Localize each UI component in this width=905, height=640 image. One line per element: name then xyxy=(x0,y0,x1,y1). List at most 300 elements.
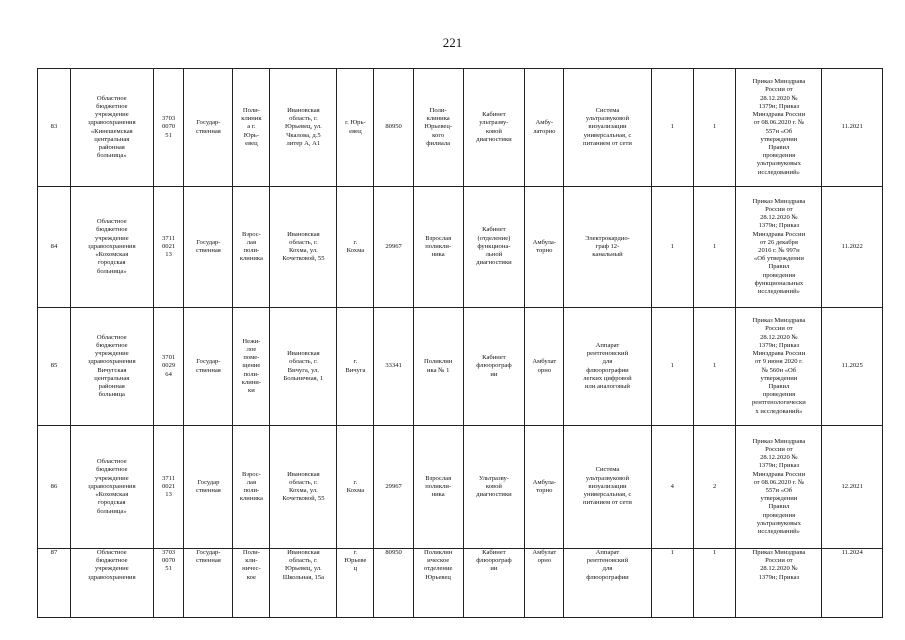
equipment-cell xyxy=(564,549,651,618)
date-cell: 12.2021 xyxy=(822,426,883,549)
code-cell xyxy=(153,187,184,308)
cell-line: Областное xyxy=(96,549,127,556)
cell-line: ультразвуковой xyxy=(585,115,630,123)
cell-line: ц xyxy=(353,565,358,573)
cell-line: г. Юрь- xyxy=(345,119,366,127)
cell-line: учреждение xyxy=(94,474,129,482)
cell-line: Кохма, ул. xyxy=(288,487,318,494)
date-cell: 11.2022 xyxy=(822,187,883,308)
cell-line: учреждение xyxy=(94,350,129,358)
cell-line: 13 xyxy=(165,251,172,259)
cell-line: Амбула- xyxy=(532,238,557,246)
cell-line: поли- xyxy=(243,370,260,378)
cell-line: больница» xyxy=(96,507,127,515)
cell-line: клиника xyxy=(239,495,263,503)
cell-line: Кохма xyxy=(346,247,365,254)
cell-line: исследований» xyxy=(757,288,800,296)
cell-line: от 08.06.2020 г. № xyxy=(753,119,805,127)
cell-line: здравоохранения xyxy=(87,482,136,490)
cell-line: литер А, А1 xyxy=(286,139,321,147)
cell-line: Вичуга xyxy=(345,366,366,374)
regulation-cell xyxy=(736,187,822,308)
cell-line: Областное xyxy=(96,458,127,466)
cell-line: лая xyxy=(246,478,256,486)
cell-line: «Кохомская xyxy=(95,251,129,259)
cell-line: клиник xyxy=(241,115,262,123)
cell-line: Амбула- xyxy=(532,478,557,486)
row-number-cell: 87 xyxy=(38,549,71,618)
cell-line: Областное xyxy=(96,333,127,341)
cell-line: Ультразву- xyxy=(478,474,509,482)
oktmo-cell: 33341 xyxy=(374,308,413,426)
cell-line: Юрьевец, ул. xyxy=(285,123,322,131)
cell-line: 1379н; Приказ xyxy=(758,341,800,349)
cell-line: 3711 xyxy=(162,234,176,242)
address-cell xyxy=(270,187,337,308)
cell-line: Поли- xyxy=(429,106,447,114)
row-number-cell: 83 xyxy=(38,69,71,187)
cell-line: Государ xyxy=(197,478,220,486)
cell-line: евец xyxy=(245,139,258,147)
table-body xyxy=(38,69,883,618)
cell-line: торно xyxy=(536,487,553,494)
cell-line: флюорографии xyxy=(586,366,629,374)
cell-line: Ивановская xyxy=(287,230,320,238)
cell-line: орно xyxy=(537,366,552,374)
address-cell xyxy=(270,308,337,426)
cell-line: Взрослая xyxy=(425,474,452,482)
ownership-form-cell xyxy=(184,69,233,187)
cell-line: ничес- xyxy=(242,565,261,573)
cell-line: Минздрава России xyxy=(752,111,806,119)
row-number-cell: 86 xyxy=(38,426,71,549)
cell-line: ии xyxy=(490,370,498,378)
cell-line: Кабинет xyxy=(482,549,506,556)
cell-line: Вичугская xyxy=(97,366,127,374)
care-conditions-cell xyxy=(525,187,564,308)
regulation-cell xyxy=(736,426,822,549)
cell-line: Юрь- xyxy=(243,131,260,139)
cell-line: клиника xyxy=(426,115,450,123)
cell-line: ии xyxy=(490,565,498,573)
cell-line: флюорограф xyxy=(476,362,512,370)
quantity-required-cell: 1 xyxy=(651,549,693,618)
cell-line: 28.12.2020 № xyxy=(760,333,798,341)
cell-line: учреждение xyxy=(94,565,129,573)
cell-line: отделение xyxy=(423,565,453,573)
cell-line: Государ- xyxy=(196,549,221,556)
cell-line: рентгеновский xyxy=(586,557,629,565)
cell-line: ственная xyxy=(195,247,221,254)
cell-line: (отделение) xyxy=(477,234,511,242)
cell-line: 28.12.2020 № xyxy=(760,94,798,102)
department-cell xyxy=(413,308,463,426)
quantity-required-cell: 1 xyxy=(651,187,693,308)
date-cell: 11.2024 xyxy=(822,549,883,618)
unit-cell xyxy=(233,187,270,308)
cell-line: ственная xyxy=(195,557,221,565)
code-cell xyxy=(153,549,184,618)
cell-line: ика № 1 xyxy=(426,366,450,374)
equipment-cell xyxy=(564,426,651,549)
cell-line: больница» xyxy=(96,152,127,160)
room-cell xyxy=(463,426,525,549)
cell-line: ультразвуковых xyxy=(756,519,801,527)
cell-line: Кочетковой, 55 xyxy=(282,495,325,503)
cell-line: Областное xyxy=(96,218,127,226)
cell-line: поли- xyxy=(243,247,260,254)
cell-line: область, г. xyxy=(289,238,318,246)
row-number-cell: 85 xyxy=(38,308,71,426)
cell-line: бюджетное xyxy=(96,341,128,349)
care-conditions-cell xyxy=(525,549,564,618)
cell-line: 3701 xyxy=(162,354,176,362)
cell-line: утверждении xyxy=(760,495,798,503)
cell-line: лое xyxy=(246,345,257,353)
page-number: 221 xyxy=(442,35,463,50)
cell-line: поли- xyxy=(243,487,260,494)
cell-line: Кохма, ул. xyxy=(288,247,318,254)
cell-line: Вичуга, ул. xyxy=(287,366,320,374)
date-cell: 11.2021 xyxy=(822,69,883,187)
cell-line: 557н «Об xyxy=(765,127,793,135)
cell-line: область, г. xyxy=(289,358,318,366)
cell-line: 0070 xyxy=(162,557,176,565)
organization-cell xyxy=(70,549,153,618)
cell-line: ковой xyxy=(485,127,502,135)
cell-line: 1379н; Приказ xyxy=(758,102,800,110)
ownership-form-cell xyxy=(184,308,233,426)
cell-line: Приказ Минздрава xyxy=(752,78,806,86)
cell-line: граф 12- xyxy=(595,242,620,250)
organization-cell xyxy=(70,426,153,549)
cell-line: ственная xyxy=(195,366,221,374)
cell-line: 28.12.2020 № xyxy=(760,454,798,462)
cell-line: Кабинет xyxy=(482,226,506,234)
cell-line: диагностики xyxy=(476,259,512,267)
cell-line: ковой xyxy=(485,482,502,490)
cell-line: от 08.06.2020 г. № xyxy=(753,478,805,486)
cell-line: Кочетковой, 55 xyxy=(282,255,325,263)
quantity-required-cell: 4 xyxy=(651,426,693,549)
city-cell xyxy=(337,69,374,187)
cell-line: 0029 xyxy=(162,362,176,370)
cell-line: от 9 июня 2020 г. xyxy=(755,358,803,366)
cell-line: для xyxy=(602,358,613,366)
city-cell xyxy=(337,549,374,618)
cell-line: исследований» xyxy=(757,528,800,536)
cell-line: функциона- xyxy=(477,242,511,250)
cell-line: Чкалова, д.5 xyxy=(286,131,321,139)
room-cell xyxy=(463,187,525,308)
cell-line: г. xyxy=(353,549,358,556)
cell-line: или аналоговый xyxy=(585,382,630,390)
room-cell xyxy=(463,308,525,426)
cell-line: здравоохранения xyxy=(87,573,136,581)
cell-line: утверждении xyxy=(760,135,798,143)
cell-line: Ивановская xyxy=(287,106,320,114)
cell-line: Кабинет xyxy=(482,111,506,119)
cell-line: 13 xyxy=(165,491,172,499)
cell-line: Аппарат xyxy=(595,549,620,556)
cell-line: утверждении xyxy=(760,374,798,382)
cell-line: питанием от сети xyxy=(583,499,632,507)
cell-line: флюорографии xyxy=(586,573,629,581)
cell-line: питанием от сети xyxy=(583,139,632,147)
cell-line: область, г. xyxy=(289,478,318,486)
regulation-cell xyxy=(736,308,822,426)
cell-line: Взрослая xyxy=(425,234,452,242)
cell-line: Юрьевец, ул. xyxy=(285,565,322,573)
care-conditions-cell xyxy=(525,308,564,426)
cell-line: Амбулат xyxy=(532,549,557,556)
cell-line: 0021 xyxy=(162,242,176,250)
ownership-form-cell xyxy=(184,187,233,308)
oktmo-cell: 80950 xyxy=(374,549,413,618)
room-cell xyxy=(463,549,525,618)
equipment-cell xyxy=(564,308,651,426)
cell-line: Минздрава России xyxy=(752,470,806,478)
cell-line: районная xyxy=(98,143,125,151)
table-row xyxy=(38,187,883,308)
cell-line: 0021 xyxy=(162,482,176,490)
oktmo-cell: 80950 xyxy=(374,69,413,187)
cell-line: здравоохранения xyxy=(87,119,136,127)
cell-line: орно xyxy=(537,557,552,565)
cell-line: Приказ Минздрава xyxy=(752,437,806,445)
cell-line: России от xyxy=(765,557,793,565)
cell-line: Юрьевец- xyxy=(424,123,453,131)
cell-line: кого xyxy=(432,131,445,139)
cell-line: Правил xyxy=(768,143,790,151)
equipment-register-table xyxy=(37,68,883,618)
equipment-cell xyxy=(564,187,651,308)
cell-line: рентгенологически xyxy=(751,399,806,407)
cell-line: № 560н «Об xyxy=(761,366,797,374)
cell-line: евец xyxy=(349,127,362,135)
cell-line: здравоохранения xyxy=(87,358,136,366)
cell-line: функциональных xyxy=(754,279,804,287)
cell-line: Аппарат xyxy=(595,341,620,349)
unit-cell xyxy=(233,69,270,187)
city-cell xyxy=(337,426,374,549)
room-cell xyxy=(463,69,525,187)
cell-line: диагностики xyxy=(476,135,512,143)
cell-line: Кохма xyxy=(346,487,365,494)
quantity-planned-cell: 1 xyxy=(693,187,735,308)
cell-line: 1379н; Приказ xyxy=(758,462,800,470)
cell-line: Ивановская xyxy=(287,549,320,556)
cell-line: Поли- xyxy=(242,549,260,556)
cell-line: Правил xyxy=(768,503,790,511)
cell-line: ника xyxy=(431,251,445,259)
cell-line: визуализации xyxy=(588,123,627,131)
organization-cell xyxy=(70,308,153,426)
cell-line: проведения xyxy=(762,391,796,399)
cell-line: Приказ Минздрава xyxy=(752,317,806,325)
cell-line: «Кохомская xyxy=(95,491,129,499)
cell-line: больница» xyxy=(96,267,127,275)
cell-line: кое xyxy=(246,573,256,581)
cell-line: Государ- xyxy=(196,238,221,246)
cell-line: латорно xyxy=(533,127,556,135)
cell-line: от 26 декабря xyxy=(759,238,798,246)
cell-line: ника xyxy=(431,491,445,499)
cell-line: область, г. xyxy=(289,115,318,123)
cell-line: 64 xyxy=(165,370,172,378)
cell-line: г. xyxy=(353,358,358,366)
city-cell xyxy=(337,308,374,426)
cell-line: России от xyxy=(765,325,793,333)
unit-cell xyxy=(233,308,270,426)
cell-line: Поли- xyxy=(242,106,260,114)
cell-line: щение xyxy=(242,362,261,370)
cell-line: универсальная, с xyxy=(583,131,632,139)
cell-line: универсальная, с xyxy=(583,491,632,499)
address-cell xyxy=(270,69,337,187)
cell-line: учреждение xyxy=(94,111,129,119)
cell-line: 28.12.2020 № xyxy=(760,214,798,222)
table-row xyxy=(38,426,883,549)
department-cell xyxy=(413,549,463,618)
cell-line: Взрос- xyxy=(241,230,261,238)
cell-line: 51 xyxy=(165,565,172,573)
cell-line: «Об утверждении xyxy=(753,255,804,263)
cell-line: г. xyxy=(353,478,358,486)
cell-line: ственная xyxy=(195,487,221,494)
cell-line: Ивановская xyxy=(287,350,320,358)
cell-line: Правил xyxy=(768,263,790,271)
cell-line: 3711 xyxy=(162,474,176,482)
cell-line: центральная xyxy=(94,135,130,143)
code-cell xyxy=(153,308,184,426)
cell-line: Система xyxy=(595,106,620,114)
cell-line: рентгеновский xyxy=(586,350,629,358)
cell-line: Амбу- xyxy=(535,119,554,127)
cell-line: Государ- xyxy=(196,358,221,366)
city-cell xyxy=(337,187,374,308)
cell-line: 3703 xyxy=(162,549,176,556)
cell-line: России от xyxy=(765,205,793,213)
cell-line: Областное xyxy=(96,94,127,102)
row-number-cell: 84 xyxy=(38,187,71,308)
cell-line: городская xyxy=(98,259,126,267)
department-cell xyxy=(413,187,463,308)
department-cell xyxy=(413,69,463,187)
cell-line: центральная xyxy=(94,374,130,382)
ownership-form-cell xyxy=(184,549,233,618)
quantity-required-cell: 1 xyxy=(651,69,693,187)
unit-cell xyxy=(233,549,270,618)
cell-line: флюорограф xyxy=(476,557,512,565)
cell-line: х исследований» xyxy=(755,407,803,415)
cell-line: ическое xyxy=(427,557,450,565)
address-cell xyxy=(270,549,337,618)
cell-line: Приказ Минздрава xyxy=(752,197,806,205)
cell-line: Амбулат xyxy=(532,358,557,366)
cell-line: Правил xyxy=(768,382,790,390)
cell-line: 28.12.2020 № xyxy=(760,565,798,573)
cell-line: ственная xyxy=(195,127,221,135)
cell-line: 2016 г. № 997н xyxy=(758,247,800,254)
regulation-cell xyxy=(736,69,822,187)
cell-line: больница xyxy=(98,391,125,399)
cell-line: клини- xyxy=(241,378,262,386)
quantity-planned-cell: 2 xyxy=(693,426,735,549)
cell-line: льной xyxy=(485,251,503,259)
cell-line: поликли- xyxy=(425,242,452,250)
cell-line: городская xyxy=(98,499,126,507)
regulation-cell xyxy=(736,549,822,618)
cell-line: здравоохранения xyxy=(87,242,136,250)
cell-line: «Кинешемская xyxy=(90,127,133,135)
code-cell xyxy=(153,426,184,549)
cell-line: бюджетное xyxy=(96,102,128,110)
cell-line: для xyxy=(602,565,613,573)
cell-line: ультразвуковой xyxy=(585,474,630,482)
cell-line: 0070 xyxy=(162,123,176,131)
equipment-cell xyxy=(564,69,651,187)
cell-line: Юрьевец xyxy=(425,573,451,581)
cell-line: ультразву- xyxy=(479,119,509,127)
cell-line: проведения xyxy=(762,271,796,279)
cell-line: Нежи- xyxy=(242,337,261,345)
organization-cell xyxy=(70,187,153,308)
cell-line: Поликлин xyxy=(424,358,453,366)
cell-line: бюджетное xyxy=(96,226,128,234)
cell-line: 1379н; Приказ xyxy=(758,222,800,230)
cell-line: Ивановская xyxy=(287,470,320,478)
cell-line: Государ- xyxy=(196,119,221,127)
table-row xyxy=(38,308,883,426)
cell-line: Минздрава России xyxy=(752,230,806,238)
cell-line: филиала xyxy=(426,139,451,147)
quantity-required-cell: 1 xyxy=(651,308,693,426)
cell-line: лая xyxy=(246,238,256,246)
cell-line: ультразвуковых xyxy=(756,160,801,168)
quantity-planned-cell: 1 xyxy=(693,549,735,618)
cell-line: бюджетное xyxy=(96,557,128,565)
cell-line: Школьная, 15а xyxy=(282,573,325,581)
oktmo-cell: 29967 xyxy=(374,426,413,549)
cell-line: 51 xyxy=(165,131,172,139)
cell-line: учреждение xyxy=(94,234,129,242)
cell-line: а г. xyxy=(247,123,256,131)
cell-line: 557н «Об xyxy=(765,487,793,494)
cell-line: диагностики xyxy=(476,491,512,499)
cell-line: клиника xyxy=(239,255,263,263)
quantity-planned-cell: 1 xyxy=(693,308,735,426)
cell-line: область, г. xyxy=(289,557,318,565)
cell-line: Приказ Минздрава xyxy=(752,549,806,556)
department-cell xyxy=(413,426,463,549)
care-conditions-cell xyxy=(525,69,564,187)
cell-line: легких цифровой xyxy=(583,374,632,382)
date-cell: 11.2025 xyxy=(822,308,883,426)
cell-line: 1379н; Приказ xyxy=(758,573,800,581)
cell-line: районная xyxy=(98,382,125,390)
table-row xyxy=(38,69,883,187)
cell-line: Электрокардио- xyxy=(585,234,630,242)
cell-line: поме- xyxy=(243,354,260,362)
cell-line: 3703 xyxy=(162,115,176,123)
cell-line: Поликлин xyxy=(424,549,453,556)
cell-line: проведения xyxy=(762,511,796,519)
cell-line: ки xyxy=(248,387,255,394)
cell-line: Минздрава России xyxy=(752,350,806,358)
address-cell xyxy=(270,426,337,549)
cell-line: Больничная, 1 xyxy=(283,374,324,382)
